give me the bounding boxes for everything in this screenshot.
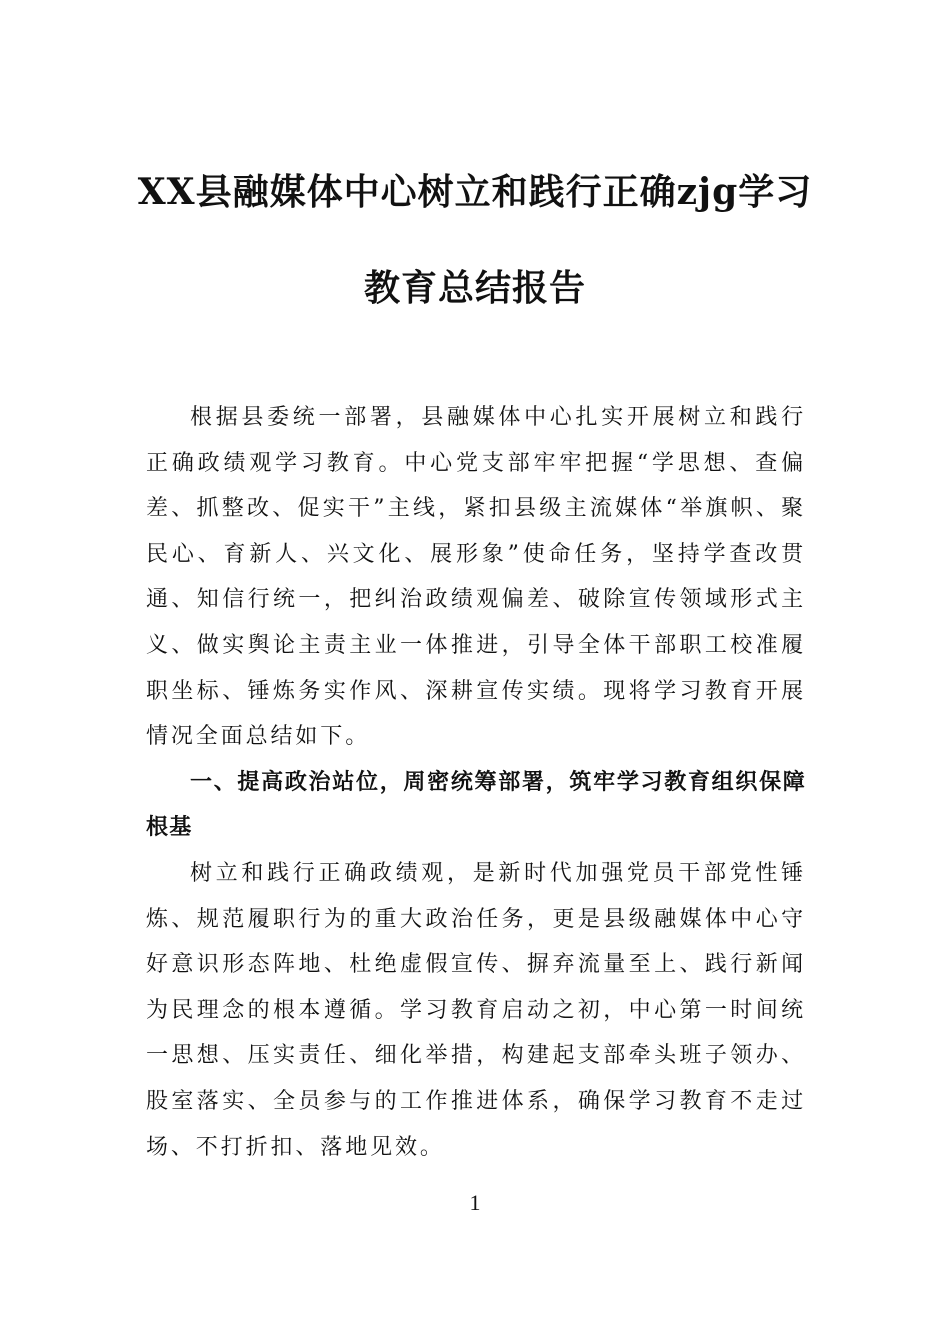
section-1-heading: 一、提高政治站位，周密统筹部署，筑牢学习教育组织保障根基 <box>146 769 806 841</box>
page-number: 1 <box>469 1190 481 1215</box>
section-1-paragraph: 树立和践行正确政绩观，是新时代加强党员干部党性锤炼、规范履职行为的重大政治任务，更是县级融媒体中心守好意识形态阵地、杜绝虚假宣传、摒弃流量至上、践行新闻为民理念的根本遵循。学习教育启动之初，中心第一时间统一思想、压实责任、细化举措，构建起支部牵头班子领办、股室落实、全员参与的工作推进体系，确保学习教育不走过场、不打折扣、落地见效。 <box>146 860 806 1160</box>
document-title-line-2: 教育总结报告 <box>363 267 586 309</box>
document-title-line-1: XX县融媒体中心树立和践行正确zjg学习 <box>137 171 813 213</box>
intro-paragraph: 根据县委统一部署，县融媒体中心扎实开展树立和践行正确政绩观学习教育。中心党支部牢牢把握“学思想、查偏差、抓整改、促实干”主线，紧扣县级主流媒体“举旗帜、聚民心、育新人、兴文化、展形象”使命任务，坚持学查改贯通、知信行统一，把纠治政绩观偏差、破除宣传领域形式主义、做实舆论主责主业一体推进，引导全体干部职工校准履职坐标、锤炼务实作风、深耕宣传实绩。现将学习教育开展情况全面总结如下。 <box>146 405 806 750</box>
document-body <box>146 395 806 1170</box>
